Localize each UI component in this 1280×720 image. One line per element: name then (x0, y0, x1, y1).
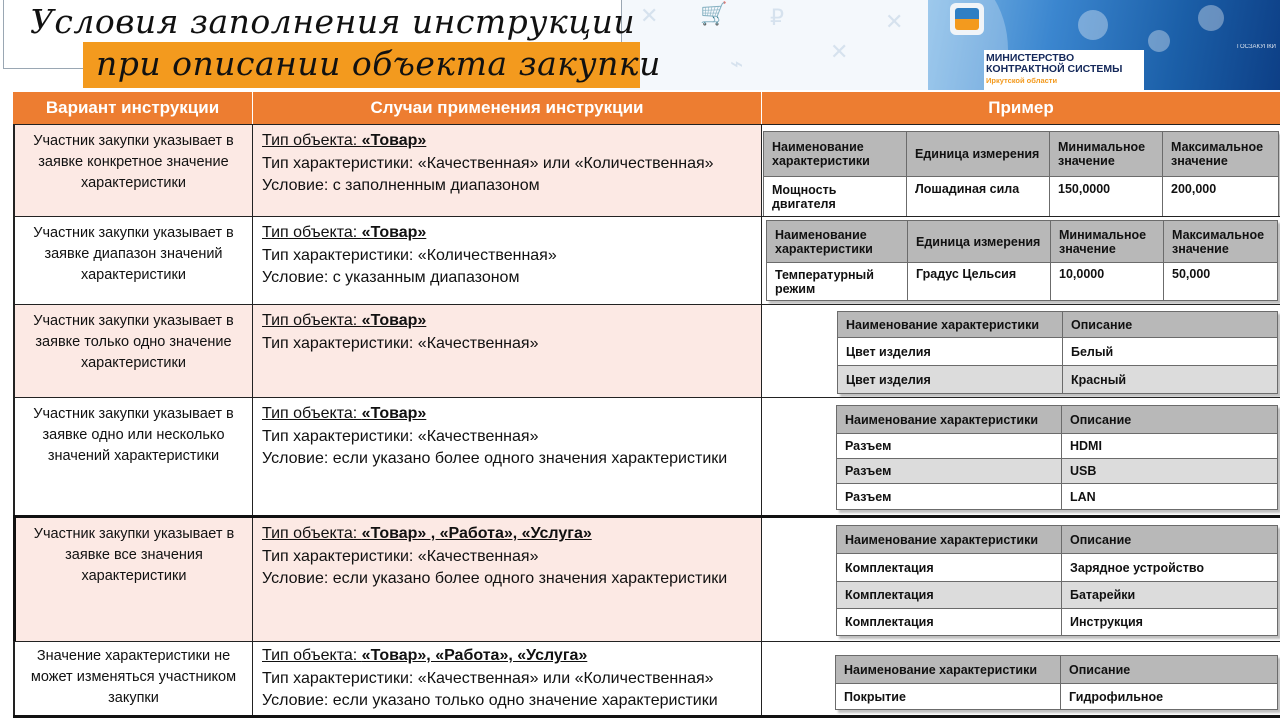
object-type-label: Тип объекта: (262, 525, 362, 542)
example-header: Минимальное значение (1051, 221, 1164, 263)
example-value: Лошадиная сила (907, 177, 1050, 217)
table-row (13, 515, 1280, 641)
ministry-line-3: Иркутской области (986, 76, 1058, 85)
case-line: Условие: если указано более одного значения характеристики (262, 450, 728, 467)
object-type-value: «Товар» (361, 312, 427, 329)
example-value: Красный (1063, 366, 1278, 394)
example-cell (762, 305, 1280, 397)
case-line: Тип характеристики: «Качественная» (262, 427, 539, 445)
header-variant: Вариант инструкции (13, 92, 253, 124)
example-value: LAN (1062, 484, 1278, 510)
example-value: Инструкция (1062, 609, 1278, 636)
example-value: Разъем (837, 434, 1062, 459)
example-value: Зарядное устройство (1062, 554, 1278, 582)
table-row (13, 641, 1280, 718)
example-value: 10,0000 (1051, 263, 1164, 301)
example-header: Описание (1061, 656, 1278, 684)
banner-decoration (1198, 5, 1224, 31)
variant-cell: Участник закупки указывает в заявке все значения характеристики (13, 518, 253, 641)
object-type-value: «Товар» , «Работа», «Услуга» (361, 525, 592, 542)
object-type-value: «Товар» (361, 405, 427, 422)
example-value: Цвет изделия (838, 366, 1063, 394)
example-value: Белый (1063, 338, 1278, 366)
object-type-value: «Товар», «Работа», «Услуга» (361, 647, 588, 664)
example-value: Батарейки (1062, 582, 1278, 609)
ministry-banner (928, 0, 1280, 90)
ministry-logo-icon (950, 3, 984, 35)
background-pattern: ✕ 🛒 ₽ ✕ ⌁ ✕ (620, 0, 930, 90)
case-line: Тип характеристики: «Качественная» (262, 334, 539, 352)
example-table (836, 405, 1278, 510)
banner-tag: ГОСЗАКУПКИ (1237, 44, 1276, 50)
ministry-label (986, 53, 1122, 86)
cases-cell (253, 642, 762, 715)
banner-decoration (1078, 10, 1108, 40)
example-cell (762, 518, 1280, 641)
table-row (13, 304, 1280, 397)
example-table (835, 655, 1278, 710)
cases-cell (253, 305, 762, 397)
example-header: Наименование характеристики (836, 656, 1061, 684)
variant-cell: Участник закупки указывает в заявке диапазон значений характеристики (13, 217, 253, 304)
example-cell (762, 125, 1280, 216)
example-header: Единица измерения (907, 132, 1050, 177)
example-header: Единица измерения (908, 221, 1051, 263)
ministry-line-1: МИНИСТЕРСТВО (986, 52, 1075, 64)
example-cell (762, 398, 1280, 515)
example-header: Наименование характеристики (838, 312, 1063, 338)
object-type-label: Тип объекта: (262, 224, 362, 241)
example-table (766, 220, 1278, 301)
example-header: Наименование характеристики (764, 132, 907, 177)
page-title: Условия заполнения инструкции (30, 2, 636, 41)
example-table (837, 311, 1278, 394)
example-header: Наименование характеристики (837, 406, 1062, 434)
example-value: Разъем (837, 484, 1062, 510)
example-value: Температурный режим (767, 263, 908, 301)
case-line: Тип характеристики: «Количественная» (262, 246, 557, 264)
instruction-table (13, 92, 1280, 718)
banner-decoration (1148, 30, 1170, 52)
example-value: Градус Цельсия (908, 263, 1051, 301)
cases-cell (253, 125, 762, 216)
example-value: Покрытие (836, 684, 1061, 710)
cases-cell (253, 217, 762, 304)
example-value: Разъем (837, 459, 1062, 484)
case-line: Условие: если указано только одно значение характеристики (262, 692, 718, 709)
table-row (13, 397, 1280, 515)
table-row (13, 216, 1280, 304)
header-example: Пример (762, 92, 1280, 124)
example-value: Цвет изделия (838, 338, 1063, 366)
example-header: Наименование характеристики (767, 221, 908, 263)
variant-cell: Значение характеристики не может изменяться участником закупки (13, 642, 253, 715)
example-value: HDMI (1062, 434, 1278, 459)
example-header: Максимальное значение (1163, 132, 1279, 177)
case-line: Условие: с заполненным диапазоном (262, 177, 540, 194)
ministry-line-2: КОНТРАКТНОЙ СИСТЕМЫ (986, 63, 1123, 75)
example-value: Комплектация (837, 582, 1062, 609)
cases-cell (253, 518, 762, 641)
case-line: Условие: если указано более одного значения характеристики (262, 570, 728, 587)
example-cell (762, 642, 1280, 715)
example-cell (762, 217, 1280, 304)
case-line: Тип характеристики: «Качественная» (262, 547, 539, 565)
object-type-label: Тип объекта: (262, 405, 362, 422)
variant-cell: Участник закупки указывает в заявке только одно значение характеристики (13, 305, 253, 397)
example-value: Комплектация (837, 609, 1062, 636)
example-value: USB (1062, 459, 1278, 484)
object-type-value: «Товар» (361, 224, 427, 241)
example-table (836, 525, 1278, 636)
object-type-label: Тип объекта: (262, 647, 362, 664)
variant-cell: Участник закупки указывает в заявке конкретное значение характеристики (13, 125, 253, 216)
example-header: Максимальное значение (1164, 221, 1278, 263)
page-subtitle: при описании объекта закупки (96, 44, 661, 83)
cases-cell (253, 398, 762, 515)
example-value: Мощность двигателя (764, 177, 907, 217)
example-value: 150,0000 (1050, 177, 1163, 217)
example-value: Комплектация (837, 554, 1062, 582)
example-header: Описание (1063, 312, 1278, 338)
object-type-label: Тип объекта: (262, 132, 362, 149)
example-header: Описание (1062, 526, 1278, 554)
object-type-value: «Товар» (361, 132, 427, 149)
case-line: Тип характеристики: «Качественная» или «Количественная» (262, 669, 714, 687)
example-header: Минимальное значение (1050, 132, 1163, 177)
case-line: Тип характеристики: «Качественная» или «Количественная» (262, 154, 714, 172)
case-line: Условие: с указанным диапазоном (262, 269, 520, 286)
header-cases: Случаи применения инструкции (253, 92, 762, 124)
example-value: 200,000 (1163, 177, 1279, 217)
table-row (13, 124, 1280, 216)
example-value: Гидрофильное (1061, 684, 1278, 710)
example-value: 50,000 (1164, 263, 1278, 301)
example-header: Описание (1062, 406, 1278, 434)
variant-cell: Участник закупки указывает в заявке одно или несколько значений характеристики (13, 398, 253, 515)
example-table (763, 131, 1279, 217)
example-header: Наименование характеристики (837, 526, 1062, 554)
object-type-label: Тип объекта: (262, 312, 362, 329)
